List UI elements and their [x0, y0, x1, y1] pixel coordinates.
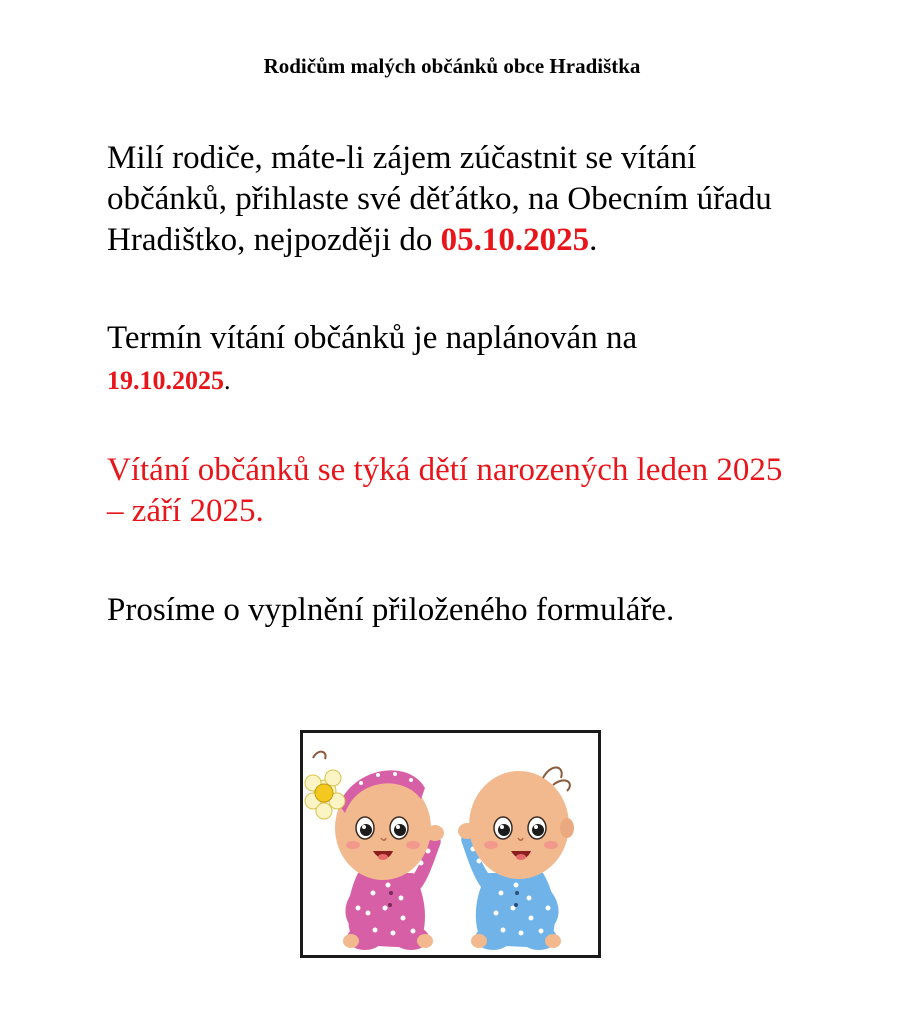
event-date-text: Termín vítání občánků je naplánován na: [107, 320, 638, 356]
registration-deadline: 05.10.2025: [440, 222, 590, 258]
registration-period: .: [589, 222, 598, 258]
registration-text: Milí rodiče, máte-li zájem zúčastnit se vítání občánků, přihlaste své děťátko, na Obecním úřadu Hradištko, nejpozději do: [107, 140, 772, 258]
babies-svg: [303, 733, 598, 955]
registration-paragraph: [107, 138, 807, 261]
event-date-paragraph: [107, 318, 807, 401]
form-request-paragraph: Prosíme o vyplnění přiloženého formuláře.: [107, 592, 675, 628]
boy-baby-icon: [458, 767, 574, 950]
girl-baby-icon: [305, 752, 444, 950]
event-date-period: .: [224, 366, 231, 395]
two-babies-illustration: [300, 730, 601, 958]
notice-heading: Rodičům malých občánků obce Hradištka: [263, 54, 641, 78]
eligibility-paragraph: Vítání občánků se týká dětí narozených leden 2025 – září 2025.: [107, 452, 783, 529]
event-date: 19.10.2025: [107, 366, 224, 395]
